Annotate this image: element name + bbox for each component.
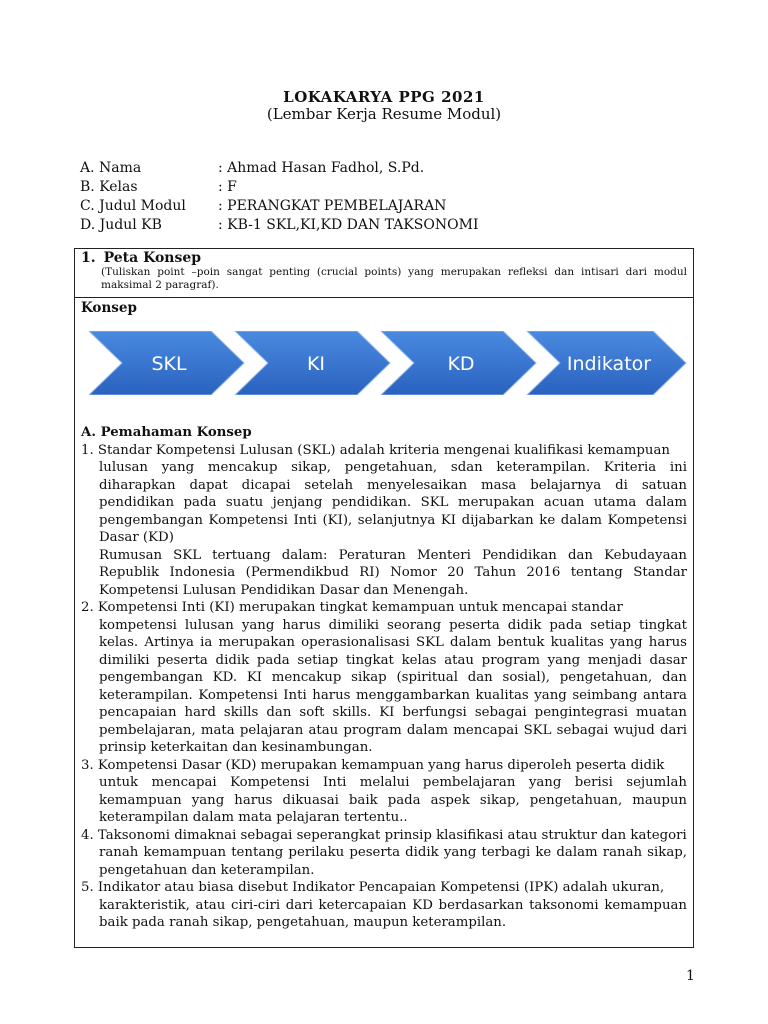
list-item <box>81 757 687 827</box>
identity-label: B. Kelas <box>80 179 138 195</box>
list-item-body: kompetensi lulusan yang harus dimiliki seorang peserta didik pada setiap tingkat kelas. Artinya ia merupakan operasionalisasi SKL dalam bentuk kualitas yang harus dimiliki peserta didik pada setiap tingkat kelas atau program yang menjadi dasar pengembangan KD. KI mencakup sikap (spiritual dan sosial), pengetahuan, dan keterampilan. Kompetensi Inti harus menggambarkan kualitas yang seimbang antara pencapaian hard skills dan soft skills. KI berfungsi sebagai pengintegrasi muatan pembelajaran, mata pelajaran atau program dalam mencapai SKL sebagai wujud dari prinsip keterkaitan dan kesinambungan. <box>99 617 687 755</box>
list-item-first-line: 4. Taksonomi dimaknai sebagai seperangkat prinsip klasifikasi atau struktur dan kategori <box>81 827 687 843</box>
flow-step-label: SKL <box>151 353 187 375</box>
list-item <box>81 827 687 880</box>
list-item-first-line: 1. Standar Kompetensi Lulusan (SKL) adalah kriteria mengenai kualifikasi kemampuan <box>81 442 670 458</box>
section-instruction: (Tuliskan point –poin sangat penting (crucial points) yang merupakan refleksi dan intisari dari modul maksimal 2 paragraf). <box>101 266 687 291</box>
identity-label: C. Judul Modul <box>80 198 186 214</box>
pemahaman-konsep <box>81 424 687 932</box>
flow-step-label: KI <box>306 353 326 375</box>
flow-step-label: KD <box>447 353 475 375</box>
concept-flow-diagram <box>89 331 689 395</box>
pemahaman-heading: A. Pemahaman Konsep <box>81 425 252 440</box>
list-item-body: karakteristik, atau ciri-ciri dari ketercapaian KD berdasarkan taksonomi kemampuan baik pada ranah sikap, pengetahuan, maupun keterampilan. <box>99 897 687 930</box>
list-item-extra: Rumusan SKL tertuang dalam: Peraturan Menteri Pendidikan dan Kebudayaan Republik Indonesia (Permendikbud RI) Nomor 20 Tahun 2016 tentang Standar Kompetensi Lulusan Pendidikan Dasar dan Menengah. <box>99 547 687 598</box>
section-title: Peta Konsep <box>103 250 202 266</box>
section-peta-konsep <box>74 248 694 298</box>
list-item-first-line: 2. Kompetensi Inti (KI) merupakan tingkat kemampuan untuk mencapai standar <box>81 600 623 615</box>
section-konsep <box>74 297 694 948</box>
list-item <box>81 879 687 932</box>
identity-row-judul-modul <box>80 197 478 216</box>
identity-row-nama <box>80 159 478 178</box>
identity-row-judul-kb <box>80 216 478 235</box>
identity-value: : KB-1 SKL,KI,KD DAN TAKSONOMI <box>218 217 479 233</box>
identity-value: : PERANGKAT PEMBELAJARAN <box>218 198 447 214</box>
flow-step-kd <box>381 331 536 395</box>
list-item-first-line: 3. Kompetensi Dasar (KD) merupakan kemampuan yang harus diperoleh peserta didik <box>81 757 665 773</box>
flow-step-skl <box>89 331 244 395</box>
section-number: 1. <box>81 250 96 266</box>
list-item-body: untuk mencapai Kompetensi Inti melalui pembelajaran yang berisi sejumlah kemampuan yang harus dikuasai baik pada aspek sikap, pengetahuan, maupun keterampilan dalam mata pelajaran tertentu.. <box>99 775 687 825</box>
list-item <box>81 599 687 757</box>
list-item <box>81 442 687 600</box>
document-subtitle: (Lembar Kerja Resume Modul) <box>266 105 502 123</box>
section-heading <box>81 250 687 266</box>
flow-step-label: Indikator <box>566 353 652 375</box>
list-item-first-line: 5. Indikator atau biasa disebut Indikator Pencapaian Kompetensi (IPK) adalah ukuran, <box>81 880 665 895</box>
flow-step-indikator <box>527 331 686 395</box>
identity-label: D. Judul KB <box>80 217 162 233</box>
document-title: LOKAKARYA PPG 2021 <box>283 88 485 106</box>
identity-block <box>80 159 478 235</box>
identity-row-kelas <box>80 178 478 197</box>
konsep-label: Konsep <box>81 300 137 316</box>
identity-value: : Ahmad Hasan Fadhol, S.Pd. <box>218 160 425 176</box>
flow-step-ki <box>235 331 390 395</box>
list-item-body: lulusan yang mencakup sikap, pengetahuan, sdan keterampilan. Kriteria ini diharapkan dapat dicapai setelah menyelesaikan masa belajarnya di satuan pendidikan pada suatu jenjang pendidikan. SKL merupakan acuan utama dalam pengembangan Kompetensi Inti (KI), selanjutnya KI dijabarkan ke dalam Kompetensi Dasar (KD) <box>99 460 687 545</box>
list-item-body: ranah kemampuan tentang perilaku peserta didik yang terbagi ke dalam ranah sikap, pengetahuan dan keterampilan. <box>99 845 687 878</box>
identity-value: : F <box>218 179 237 195</box>
identity-label: A. Nama <box>80 160 142 176</box>
page-number: 1 <box>686 968 695 984</box>
